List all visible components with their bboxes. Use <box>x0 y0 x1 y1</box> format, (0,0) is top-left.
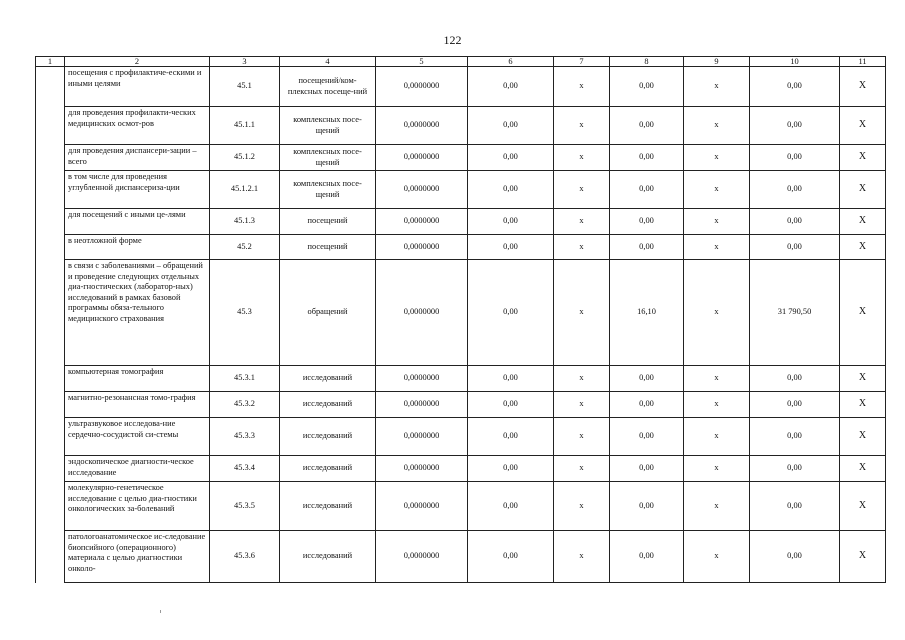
column-header: 4 <box>280 57 376 67</box>
row-unit-cell: посещений <box>280 209 376 235</box>
row-value-cell: x <box>684 67 750 107</box>
row-code-cell: 45.3.3 <box>210 418 280 456</box>
table-row <box>36 145 886 171</box>
row-value-cell: x <box>554 366 610 392</box>
row-value-cell: 0,0000000 <box>376 107 468 145</box>
row-name-cell: эндоскопическое диагности-ческое исследование <box>65 456 210 482</box>
column-number-row <box>36 57 886 67</box>
row-blank-cell <box>36 482 65 531</box>
row-value-cell: 0,00 <box>468 531 554 583</box>
row-value-cell: 0,00 <box>610 235 684 260</box>
row-code-cell: 45.1.2 <box>210 145 280 171</box>
row-blank-cell <box>36 145 65 171</box>
row-mark-cell: X <box>840 107 886 145</box>
row-code-cell: 45.3.4 <box>210 456 280 482</box>
row-value-cell: x <box>684 392 750 418</box>
table-row <box>36 171 886 209</box>
row-value-cell: 16,10 <box>610 260 684 366</box>
row-value-cell: 0,00 <box>468 235 554 260</box>
row-value-cell: 0,00 <box>750 235 840 260</box>
table-row <box>36 418 886 456</box>
row-code-cell: 45.1 <box>210 67 280 107</box>
row-name-cell: патологоанатомическое ис-следование биопсийного (операционного) материала с целью диагностики онколо- <box>65 531 210 583</box>
row-value-cell: x <box>684 482 750 531</box>
row-value-cell: x <box>554 235 610 260</box>
row-mark-cell: X <box>840 366 886 392</box>
row-mark-cell: X <box>840 235 886 260</box>
row-value-cell: x <box>684 260 750 366</box>
table-row <box>36 366 886 392</box>
row-name-cell: для посещений с иными це-лями <box>65 209 210 235</box>
row-mark-cell: X <box>840 482 886 531</box>
row-value-cell: 0,0000000 <box>376 392 468 418</box>
row-unit-cell: исследований <box>280 482 376 531</box>
row-value-cell: 0,00 <box>750 171 840 209</box>
row-unit-cell: комплексных посе-щений <box>280 107 376 145</box>
row-value-cell: x <box>684 209 750 235</box>
row-value-cell: 0,00 <box>610 107 684 145</box>
row-code-cell: 45.1.1 <box>210 107 280 145</box>
row-mark-cell: X <box>840 209 886 235</box>
row-name-cell: в связи с заболеваниями – обращений и проведение следующих отдельных диа-гностических (лаборатор-ных) исследований в рамках базовой программы обяза-тельного медицинского страхования <box>65 260 210 366</box>
row-value-cell: 0,00 <box>468 366 554 392</box>
column-header: 5 <box>376 57 468 67</box>
row-value-cell: 0,0000000 <box>376 171 468 209</box>
row-value-cell: x <box>554 392 610 418</box>
row-value-cell: 0,00 <box>468 392 554 418</box>
row-blank-cell <box>36 366 65 392</box>
row-unit-cell: комплексных посе-щений <box>280 171 376 209</box>
row-value-cell: 0,00 <box>610 209 684 235</box>
row-name-cell: компьютерная томография <box>65 366 210 392</box>
row-value-cell: 0,00 <box>468 145 554 171</box>
row-mark-cell: X <box>840 145 886 171</box>
row-value-cell: 0,0000000 <box>376 366 468 392</box>
row-value-cell: 0,00 <box>750 482 840 531</box>
table-row <box>36 107 886 145</box>
column-header: 11 <box>840 57 886 67</box>
column-header: 1 <box>36 57 65 67</box>
row-unit-cell: исследований <box>280 366 376 392</box>
row-value-cell: 0,00 <box>610 145 684 171</box>
page-number: 122 <box>443 33 462 47</box>
row-value-cell: 0,00 <box>610 67 684 107</box>
row-code-cell: 45.1.3 <box>210 209 280 235</box>
row-unit-cell: комплексных посе-щений <box>280 145 376 171</box>
row-mark-cell: X <box>840 67 886 107</box>
table-row <box>36 456 886 482</box>
data-table <box>35 56 886 583</box>
row-blank-cell <box>36 171 65 209</box>
row-code-cell: 45.2 <box>210 235 280 260</box>
column-header: 10 <box>750 57 840 67</box>
row-value-cell: 0,0000000 <box>376 209 468 235</box>
row-value-cell: x <box>684 418 750 456</box>
row-value-cell: x <box>684 531 750 583</box>
row-code-cell: 45.3.2 <box>210 392 280 418</box>
row-value-cell: 0,00 <box>750 366 840 392</box>
column-header: 3 <box>210 57 280 67</box>
table-row <box>36 209 886 235</box>
row-name-cell: молекулярно-генетическое исследование с целью диа-гностики онкологических за-болеваний <box>65 482 210 531</box>
row-value-cell: x <box>554 482 610 531</box>
row-mark-cell: X <box>840 260 886 366</box>
row-value-cell: 0,00 <box>610 482 684 531</box>
row-blank-cell <box>36 260 65 366</box>
row-value-cell: 0,00 <box>468 209 554 235</box>
row-blank-cell <box>36 235 65 260</box>
row-value-cell: 0,00 <box>468 171 554 209</box>
row-value-cell: 0,00 <box>750 392 840 418</box>
row-mark-cell: X <box>840 171 886 209</box>
row-value-cell: 0,00 <box>610 531 684 583</box>
table-body <box>36 67 886 583</box>
table-row <box>36 531 886 583</box>
row-value-cell: 0,00 <box>750 531 840 583</box>
row-value-cell: x <box>554 418 610 456</box>
row-code-cell: 45.3.1 <box>210 366 280 392</box>
column-header: 2 <box>65 57 210 67</box>
row-value-cell: 0,00 <box>610 418 684 456</box>
row-value-cell: 0,00 <box>610 392 684 418</box>
column-header: 9 <box>684 57 750 67</box>
row-value-cell: x <box>554 67 610 107</box>
row-value-cell: 0,0000000 <box>376 456 468 482</box>
table-row <box>36 392 886 418</box>
row-blank-cell <box>36 107 65 145</box>
row-value-cell: x <box>684 107 750 145</box>
column-header: 8 <box>610 57 684 67</box>
row-code-cell: 45.3.6 <box>210 531 280 583</box>
row-value-cell: 0,00 <box>468 107 554 145</box>
row-unit-cell: исследований <box>280 392 376 418</box>
row-value-cell: x <box>554 171 610 209</box>
row-mark-cell: X <box>840 531 886 583</box>
row-value-cell: 0,00 <box>750 418 840 456</box>
row-value-cell: 0,00 <box>468 260 554 366</box>
row-name-cell: для проведения профилакти-ческих медицинских осмот-ров <box>65 107 210 145</box>
row-name-cell: магнитно-резонансная томо-графия <box>65 392 210 418</box>
row-mark-cell: X <box>840 456 886 482</box>
row-value-cell: 0,0000000 <box>376 482 468 531</box>
row-value-cell: 0,00 <box>610 366 684 392</box>
row-code-cell: 45.3.5 <box>210 482 280 531</box>
row-value-cell: x <box>554 531 610 583</box>
row-value-cell: 0,0000000 <box>376 260 468 366</box>
row-value-cell: 0,0000000 <box>376 531 468 583</box>
row-blank-cell <box>36 392 65 418</box>
row-blank-cell <box>36 67 65 107</box>
row-unit-cell: обращений <box>280 260 376 366</box>
row-value-cell: 31 790,50 <box>750 260 840 366</box>
row-value-cell: x <box>684 456 750 482</box>
row-value-cell: 0,00 <box>610 456 684 482</box>
row-unit-cell: исследований <box>280 418 376 456</box>
table-row <box>36 235 886 260</box>
row-value-cell: x <box>554 456 610 482</box>
row-value-cell: 0,00 <box>750 67 840 107</box>
row-value-cell: 0,0000000 <box>376 418 468 456</box>
row-value-cell: x <box>684 171 750 209</box>
column-header: 6 <box>468 57 554 67</box>
row-code-cell: 45.3 <box>210 260 280 366</box>
row-name-cell: для проведения диспансери-зации – всего <box>65 145 210 171</box>
table-row <box>36 260 886 366</box>
row-value-cell: 0,0000000 <box>376 235 468 260</box>
row-value-cell: x <box>554 260 610 366</box>
row-mark-cell: X <box>840 392 886 418</box>
row-value-cell: 0,0000000 <box>376 67 468 107</box>
row-blank-cell <box>36 418 65 456</box>
table-row <box>36 67 886 107</box>
row-value-cell: x <box>684 235 750 260</box>
row-value-cell: x <box>554 145 610 171</box>
scan-mark <box>160 610 161 613</box>
row-value-cell: x <box>684 366 750 392</box>
row-unit-cell: исследований <box>280 531 376 583</box>
row-value-cell: 0,00 <box>750 145 840 171</box>
column-header: 7 <box>554 57 610 67</box>
row-name-cell: в том числе для проведения углубленной диспансериза-ции <box>65 171 210 209</box>
row-unit-cell: посещений/ком-плексных посеще-ний <box>280 67 376 107</box>
row-blank-cell <box>36 531 65 583</box>
row-unit-cell: исследований <box>280 456 376 482</box>
table-row <box>36 482 886 531</box>
row-value-cell: x <box>684 145 750 171</box>
row-value-cell: 0,00 <box>468 482 554 531</box>
row-blank-cell <box>36 209 65 235</box>
row-value-cell: 0,00 <box>750 209 840 235</box>
row-value-cell: 0,00 <box>610 171 684 209</box>
row-code-cell: 45.1.2.1 <box>210 171 280 209</box>
row-value-cell: 0,0000000 <box>376 145 468 171</box>
row-value-cell: x <box>554 107 610 145</box>
row-value-cell: x <box>554 209 610 235</box>
row-mark-cell: X <box>840 418 886 456</box>
row-name-cell: ультразвуковое исследова-ние сердечно-сосудистой си-стемы <box>65 418 210 456</box>
row-blank-cell <box>36 456 65 482</box>
row-name-cell: посещения с профилактиче-ескими и иными целями <box>65 67 210 107</box>
row-value-cell: 0,00 <box>750 107 840 145</box>
row-value-cell: 0,00 <box>468 418 554 456</box>
row-value-cell: 0,00 <box>468 456 554 482</box>
row-value-cell: 0,00 <box>750 456 840 482</box>
row-name-cell: в неотложной форме <box>65 235 210 260</box>
row-unit-cell: посещений <box>280 235 376 260</box>
row-value-cell: 0,00 <box>468 67 554 107</box>
